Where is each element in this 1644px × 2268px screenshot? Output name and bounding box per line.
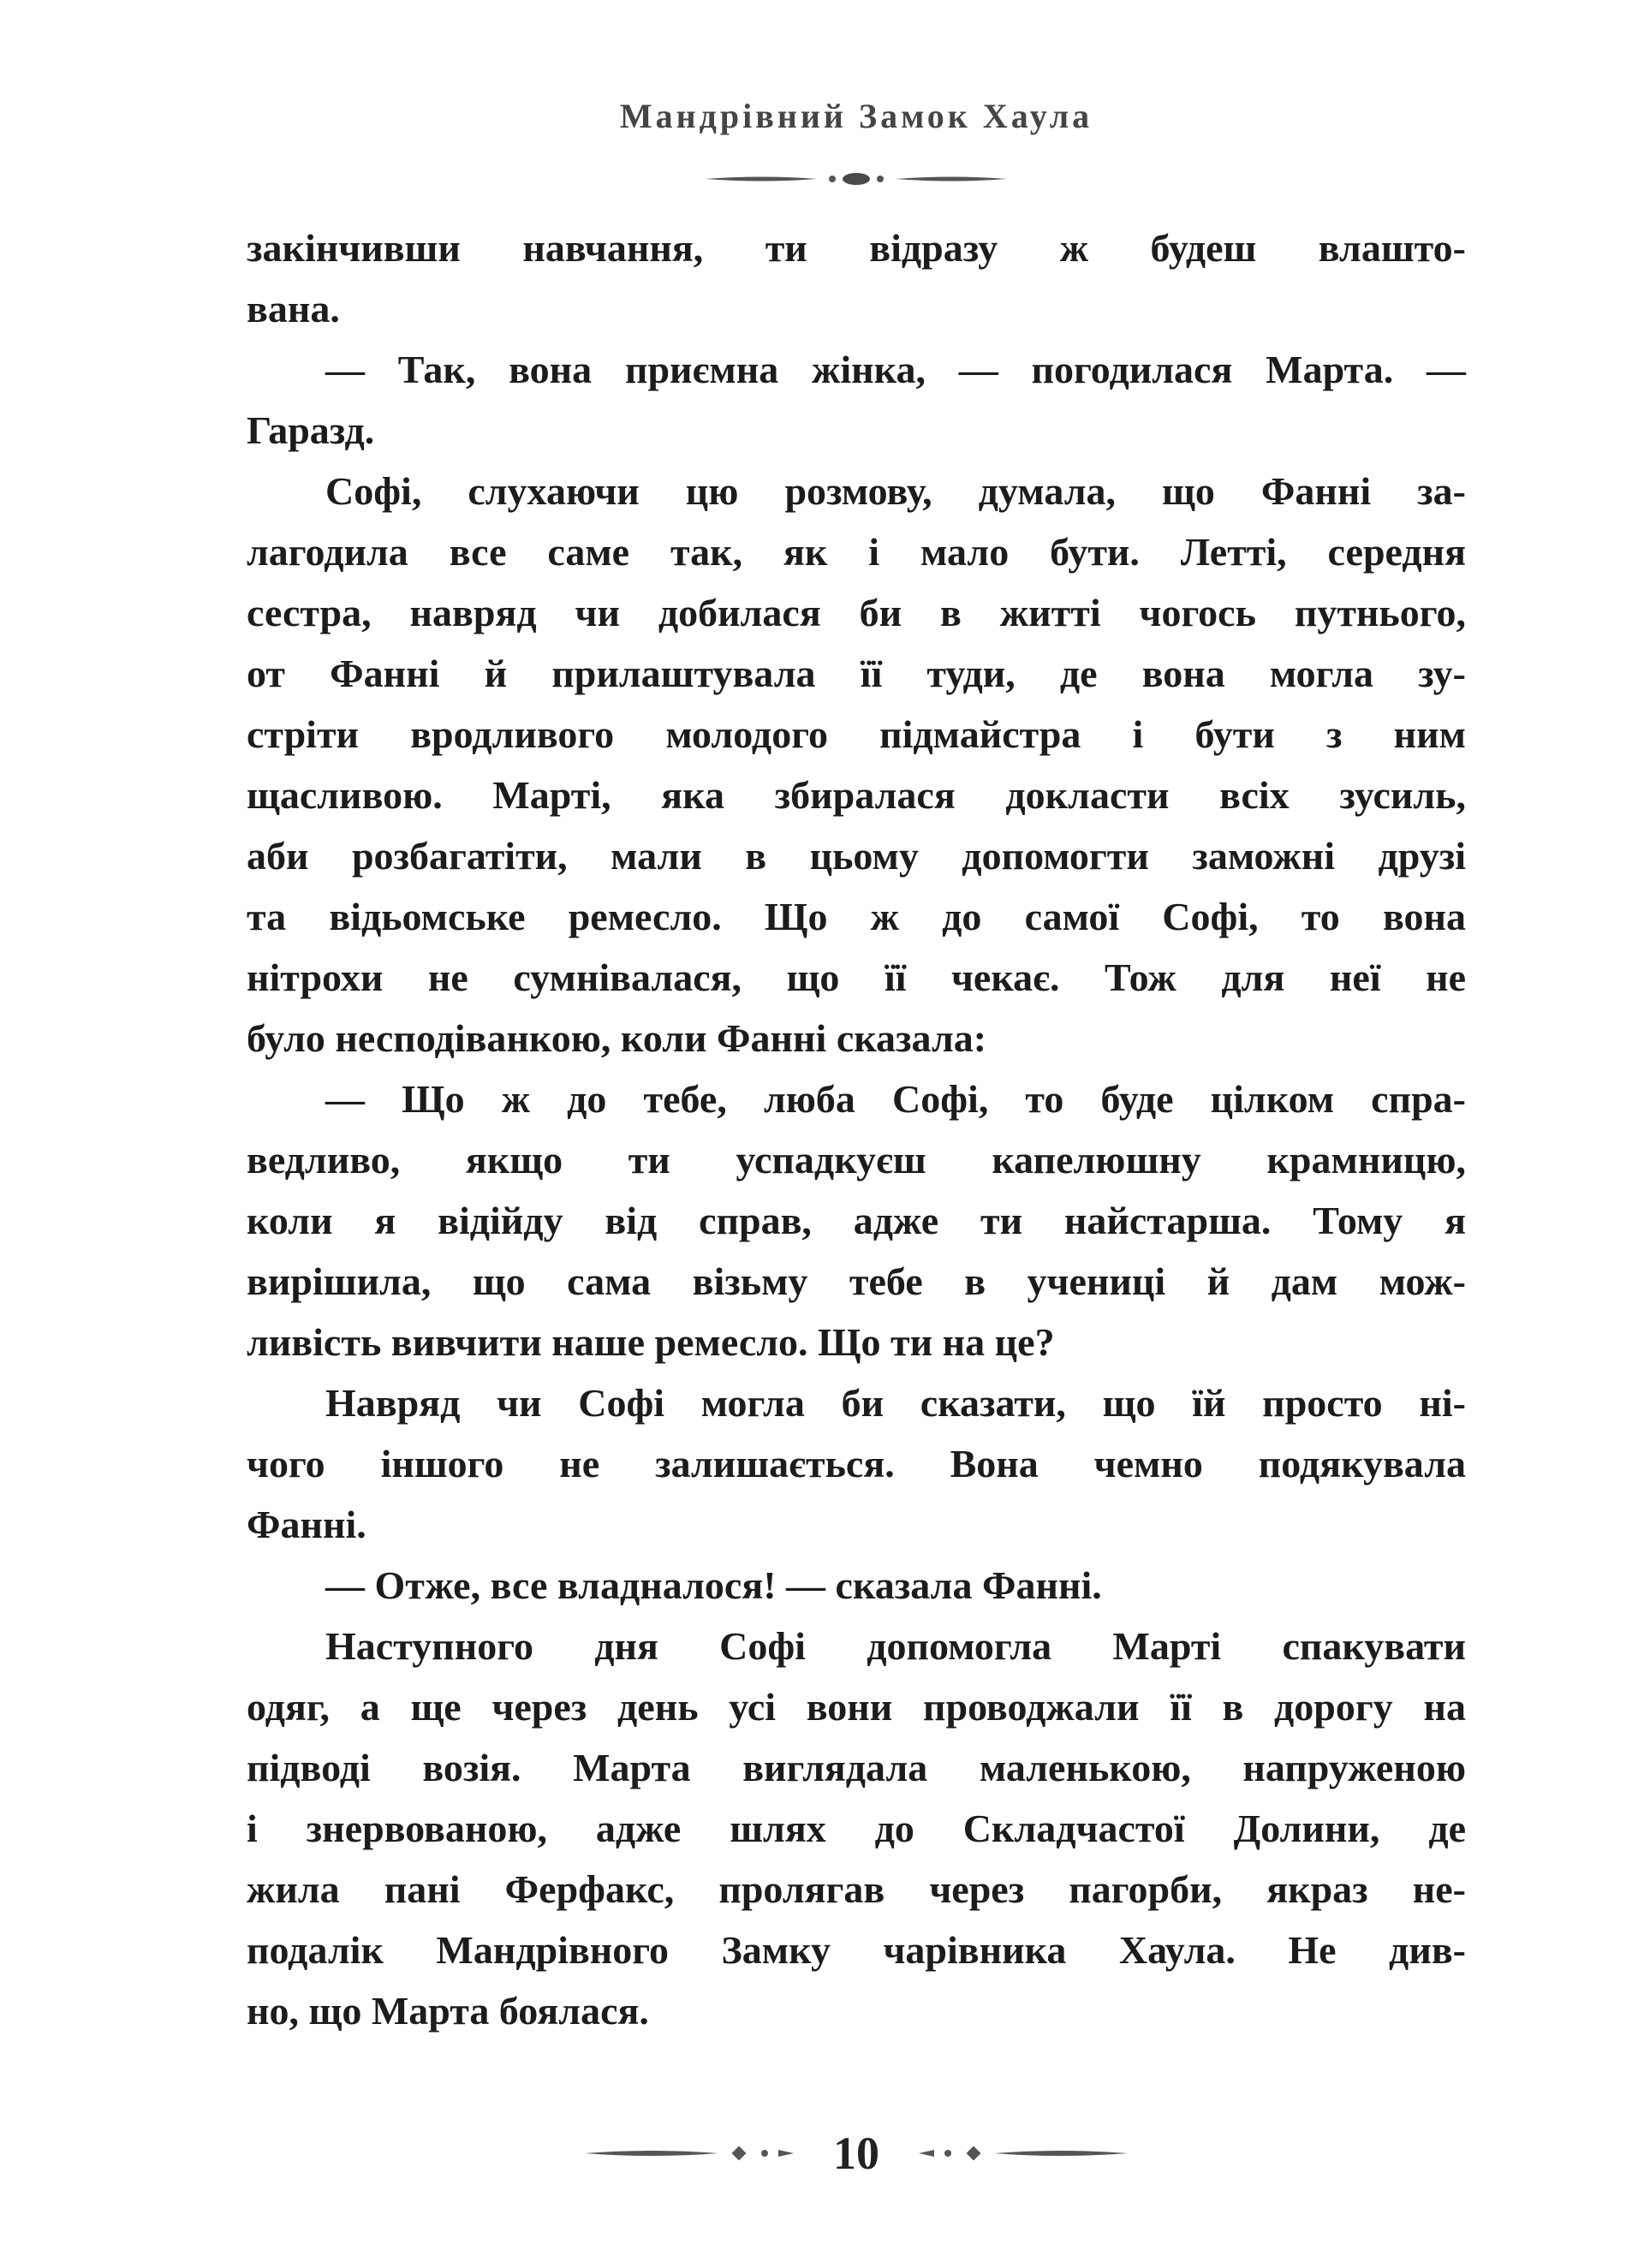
header-ornament [247,168,1466,190]
text-line: було несподіванкою, коли Фанні сказала: [247,1016,987,1060]
text-line: коли я відійду від справ, адже ти найстарша. Тому я [247,1199,1466,1242]
footer-ornament-left-icon [583,2141,797,2165]
text-line: підводі возія. Марта виглядала маленькою, напруженою [247,1746,1466,1789]
paragraph [247,1069,1466,1372]
page-header-title: Мандрівний Замок Хаула [619,97,1093,135]
text-line: щасливою. Марті, яка збиралася докласти всіх зусиль, [247,773,1466,817]
text-line: одяг, а ще через день усі вони проводжали її в дорогу на [247,1685,1466,1729]
text-line: от Фанні й прилаштувала її туди, де вона могла зу- [247,652,1466,695]
text-line: вирішила, що сама візьму тебе в учениці й дам мож- [247,1259,1466,1303]
text-line: сестра, навряд чи добилася би в житті чогось путнього, [247,591,1466,634]
paragraph [247,461,1466,1069]
page-footer [247,2128,1466,2179]
text-line: подалік Мандрівного Замку чарівника Хаула. Не див- [247,1928,1466,1972]
text-line: аби розбагатіти, мали в цьому допомогти заможні друзі [247,834,1466,878]
text-line: вана. [247,287,340,330]
text-line: жила пані Ферфакс, пролягав через пагорби, якраз не- [247,1867,1466,1911]
paragraph [247,1372,1466,1555]
text-line: стріти вродливого молодого підмайстра і бути з ним [247,712,1466,756]
paragraph [247,1616,1466,2041]
text-line: — Що ж до тебе, люба Софі, то буде цілком спра- [325,1077,1466,1121]
text-line: Гаразд. [247,408,375,452]
text-line: но, що Марта боялася. [247,1989,649,2033]
text-line: лагодила все саме так, як і мало бути. Летті, середня [247,530,1466,574]
text-line: Наступного дня Софі допомогла Марті спакувати [325,1624,1466,1668]
footer-ornament-right-icon [915,2141,1129,2165]
paragraph [247,1555,1466,1616]
paragraph [247,339,1466,461]
text-line: Фанні. [247,1503,366,1546]
text-line: Софі, слухаючи цю розмову, думала, що Фанні за- [325,469,1466,513]
text-line: Навряд чи Софі могла би сказати, що їй просто ні- [325,1381,1466,1425]
text-line: ливість вивчити наше ремесло. Що ти на це? [247,1320,1055,1364]
text-block [247,217,1466,2041]
page-number: 10 [833,2128,879,2179]
text-line: та відьомське ремесло. Що ж до самої Софі, то вона [247,895,1466,938]
text-line: нітрохи не сумнівалася, що її чекає. Тож для неї не [247,955,1466,999]
text-line: чого іншого не залишається. Вона чемно подякувала [247,1442,1466,1485]
text-line: і знервованою, адже шлях до Складчастої Долини, де [247,1807,1466,1850]
paragraph [247,217,1466,339]
divider-ornament-icon [702,168,1010,190]
text-line: ведливо, якщо ти успадкуєш капелюшну крамницю, [247,1138,1466,1182]
text-line: — Отже, все владналося! — сказала Фанні. [325,1563,1102,1607]
text-line: закінчивши навчання, ти відразу ж будеш влашто- [247,226,1466,270]
text-line: — Так, вона приємна жінка, — погодилася Марта. — [325,348,1466,391]
